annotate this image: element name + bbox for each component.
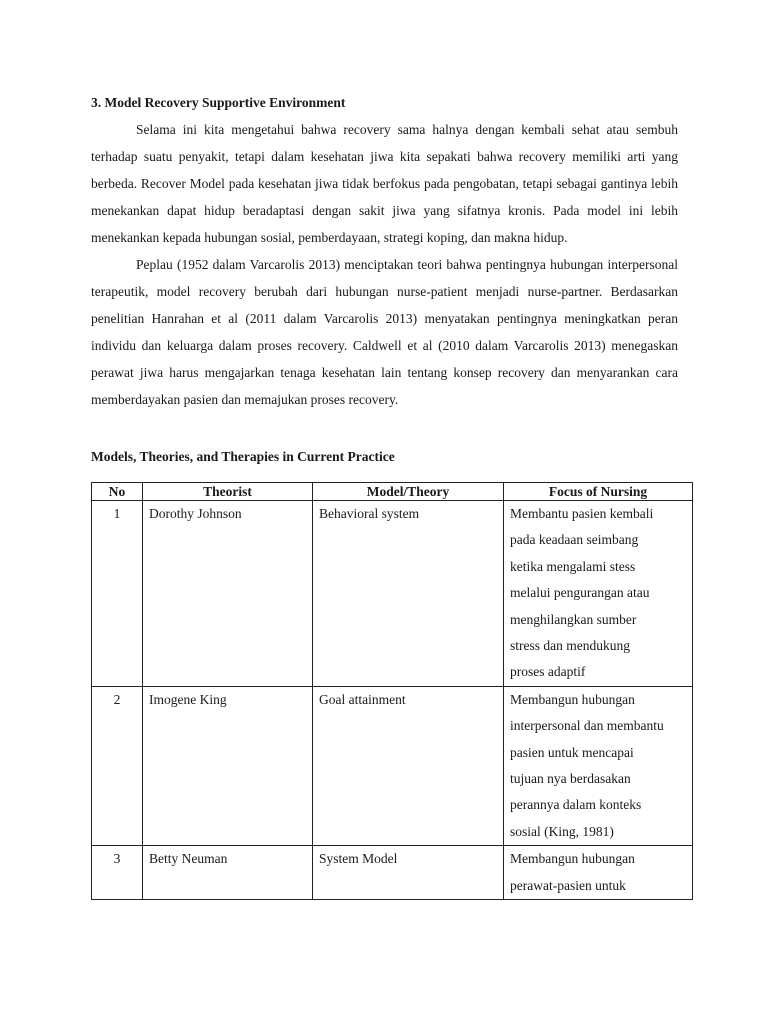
cell-model: Behavioral system [313, 501, 504, 687]
cell-theorist: Dorothy Johnson [143, 501, 313, 687]
table-title: Models, Theories, and Therapies in Current Practice [91, 449, 395, 464]
section-title: 3. Model Recovery Supportive Environment [91, 95, 346, 110]
cell-focus [504, 501, 693, 687]
header-focus-of-nursing: Focus of Nursing [504, 483, 693, 501]
focus-line: perawat-pasien untuk [510, 877, 626, 893]
cell-focus [504, 686, 693, 845]
cell-model: System Model [313, 846, 504, 900]
focus-line: proses adaptif [510, 664, 586, 680]
focus-line: melalui pengurangan atau [510, 585, 650, 601]
cell-focus [504, 846, 693, 900]
cell-no: 1 [92, 501, 143, 687]
table-header-row [92, 483, 693, 501]
cell-no: 3 [92, 846, 143, 900]
focus-line: sosial (King, 1981) [510, 823, 614, 839]
focus-line: tujuan nya berdasakan [510, 771, 631, 787]
focus-line: stress dan mendukung [510, 638, 630, 654]
cell-model: Goal attainment [313, 686, 504, 845]
table-row [92, 501, 693, 687]
header-no: No [92, 483, 143, 501]
cell-no: 2 [92, 686, 143, 845]
theories-table [91, 482, 693, 900]
paragraph-2: Peplau (1952 dalam Varcarolis 2013) menciptakan teori bahwa pentingnya hubungan interpersonal terapeutik, model recovery berubah dari hubungan nurse-patient menjadi nurse-partner. Berdasarkan penelitian Hanrahan et al (2011 dalam Varcarolis 2013) menyatakan pentingnya meningkatkan peran individu dan keluarga dalam proses recovery. Caldwell et al (2010 dalam Varcarolis 2013) menegaskan perawat jiwa harus mengajarkan tenaga kesehatan lain tentang konsep recovery dan menyarankan cara memberdayakan pasien dan memajukan proses recovery. [91, 257, 678, 407]
focus-line: menghilangkan sumber [510, 611, 637, 627]
focus-line: pada keadaan seimbang [510, 532, 639, 548]
focus-line: interpersonal dan membantu [510, 718, 664, 734]
focus-line: Membangun hubungan [510, 851, 635, 867]
table-row [92, 686, 693, 845]
header-theorist: Theorist [143, 483, 313, 501]
paragraph-1: Selama ini kita mengetahui bahwa recovery sama halnya dengan kembali sehat atau sembuh terhadap suatu penyakit, tetapi dalam kesehatan jiwa kita sepakati bahwa recovery memiliki arti yang berbeda. Recover Model pada kesehatan jiwa tidak berfokus pada pengobatan, tetapi sebagai gantinya lebih menekankan dapat hidup beradaptasi dengan sakit jiwa yang sifatnya kronis. Pada model ini lebih menekankan kepada hubungan sosial, pemberdayaan, strategi koping, dan makna hidup. [91, 122, 678, 245]
focus-line: ketika mengalami stess [510, 558, 636, 574]
focus-line: pasien untuk mencapai [510, 744, 634, 760]
focus-line: perannya dalam konteks [510, 797, 642, 813]
table-row [92, 846, 693, 900]
focus-line: Membantu pasien kembali [510, 506, 654, 521]
focus-line: Membangun hubungan [510, 691, 635, 707]
cell-theorist: Imogene King [143, 686, 313, 845]
cell-theorist: Betty Neuman [143, 846, 313, 900]
document-page [91, 92, 678, 900]
header-model-theory: Model/Theory [313, 483, 504, 501]
